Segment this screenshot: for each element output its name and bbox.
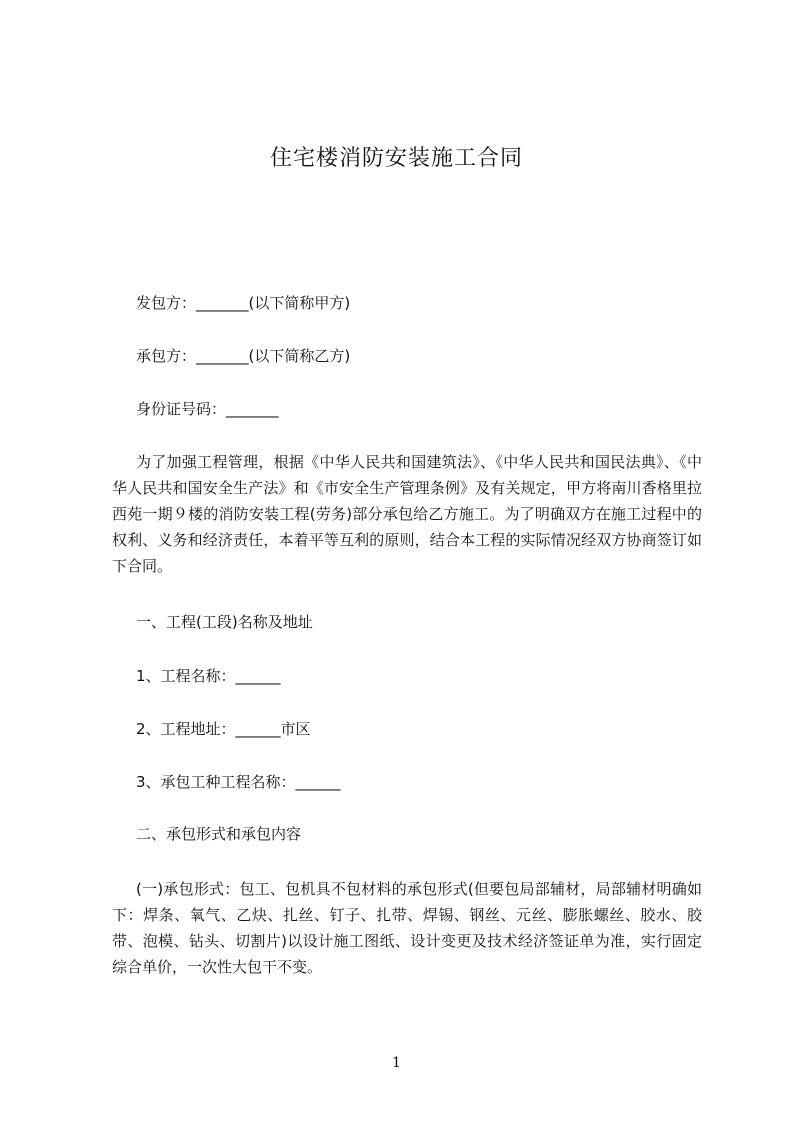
project-address-item: 2、工程地址：______市区: [136, 720, 311, 738]
party-a-line: 发包方：_______(以下简称甲方): [136, 294, 351, 312]
contract-trade-item: 3、承包工种工程名称：______: [136, 773, 341, 791]
section-1-heading: 一、工程(工段)名称及地址: [136, 613, 313, 631]
party-b-line: 承包方：_______(以下简称乙方): [136, 347, 351, 365]
section-2-heading: 二、承包形式和承包内容: [136, 825, 302, 843]
contract-title: 住宅楼消防安装施工合同: [269, 146, 523, 171]
intro-paragraph: 为了加强工程管理，根据《中华人民共和国建筑法》、《中华人民共和国民法典》、《中华人民共和国安全生产法》和《市安全生产管理条例》及有关规定，甲方将南川香格里拉西苑一期９楼的消防安装工程(劳务)部分承包给乙方施工。为了明确双方在施工过程中的权利、义务和经济责任，本着平等互利的原则，结合本工程的实际情况经双方协商签订如下合同。: [112, 453, 702, 575]
id-number-line: 身份证号码：_______: [136, 400, 279, 418]
project-name-item: 1、工程名称：______: [136, 667, 281, 685]
contract-form-paragraph: (一)承包形式：包工、包机具不包材料的承包形式(但要包局部辅材，局部辅材明确如下：焊条、氧气、乙炔、扎丝、钉子、扎带、焊锡、钢丝、元丝、膨胀螺丝、胶水、胶带、泡模、钻头、切割片)以设计施工图纸、设计变更及技术经济签证单为准，实行固定综合单价，一次性大包干不变。: [112, 880, 702, 976]
page-number: 1: [392, 1055, 401, 1071]
